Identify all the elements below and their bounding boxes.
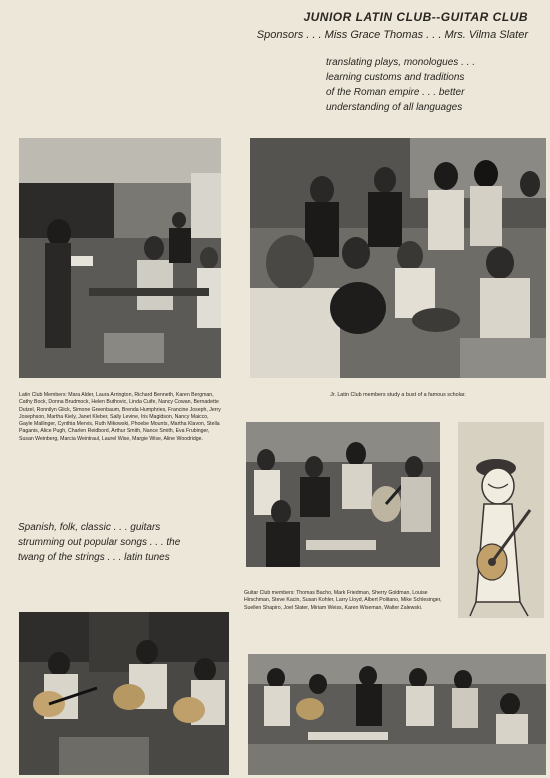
- latin-intro: [326, 55, 526, 115]
- latin-classroom-photo: [19, 138, 221, 378]
- intro-line: learning customs and traditions: [326, 72, 465, 83]
- intro-line: translating plays, monologues . . .: [326, 57, 475, 68]
- guitar-intro-line: twang of the strings . . . latin tunes: [18, 552, 170, 563]
- sponsors-line: Sponsors . . . Miss Grace Thomas . . . Mrs. Vilma Slater: [256, 29, 528, 41]
- bust-caption: Jr. Latin Club members study a bust of a famous scholar.: [330, 392, 466, 398]
- intro-line: understanding of all languages: [326, 102, 463, 113]
- guitarist-cartoon: [458, 422, 544, 618]
- intro-line: of the Roman empire . . . better: [326, 87, 465, 98]
- guitar-intro: [18, 520, 238, 565]
- page-title: JUNIOR LATIN CLUB--GUITAR CLUB: [303, 10, 528, 24]
- guitar-group-photo: [246, 422, 440, 567]
- guitar-club-members-caption: Guitar Club members: Thomas Bacho, Mark Friedman, Sherry Goldman, Louise Hirschman, Steve Kacin, Susan Kohler, Larry Lloyd, Albert Politano, Mike Schlesinger, Suellen Shapiro, Joel Slater, Miriam Weiss, Karen Wiseman, Walter Zalewski.: [244, 590, 442, 611]
- guitarists-playing-photo: [19, 612, 229, 775]
- latin-club-members-caption: Latin Club Members: Mara Alder, Laura Arrington, Richard Benneth, Karen Bergman, Cathy Bock, Donna Brudmock, Helen Buthovic, Linda Cuife, Nancy Cowan, Bernadette Dutzel, Ronnilyn Glick, Simone Greenbaum, Brenda Humphries, Francine Joseph, Jerry Josephson, Martha Kiely, Janet Kleber, Sally Levine, Iris Magidson, Nancy Maicco, Gayle Mallinger, Cynthia Mervis, Ruth Mikowski, Phoebe Mounts, Martha Klavon, Stella Paganis, Alice Pugh, Charlen Reidbord, Arthur Smith, Nance Smith, Eva Frubinger, Susan Weinberg, Marcia Weintraul, Laurel Wise, Margie Wise, Aline Woodridge.: [19, 392, 221, 442]
- guitar-intro-line: Spanish, folk, classic . . . guitars: [18, 522, 161, 533]
- guitar-intro-line: strumming out popular songs . . . the: [18, 537, 181, 548]
- guitar-classroom-photo: [248, 654, 546, 775]
- bust-study-photo: [250, 138, 546, 378]
